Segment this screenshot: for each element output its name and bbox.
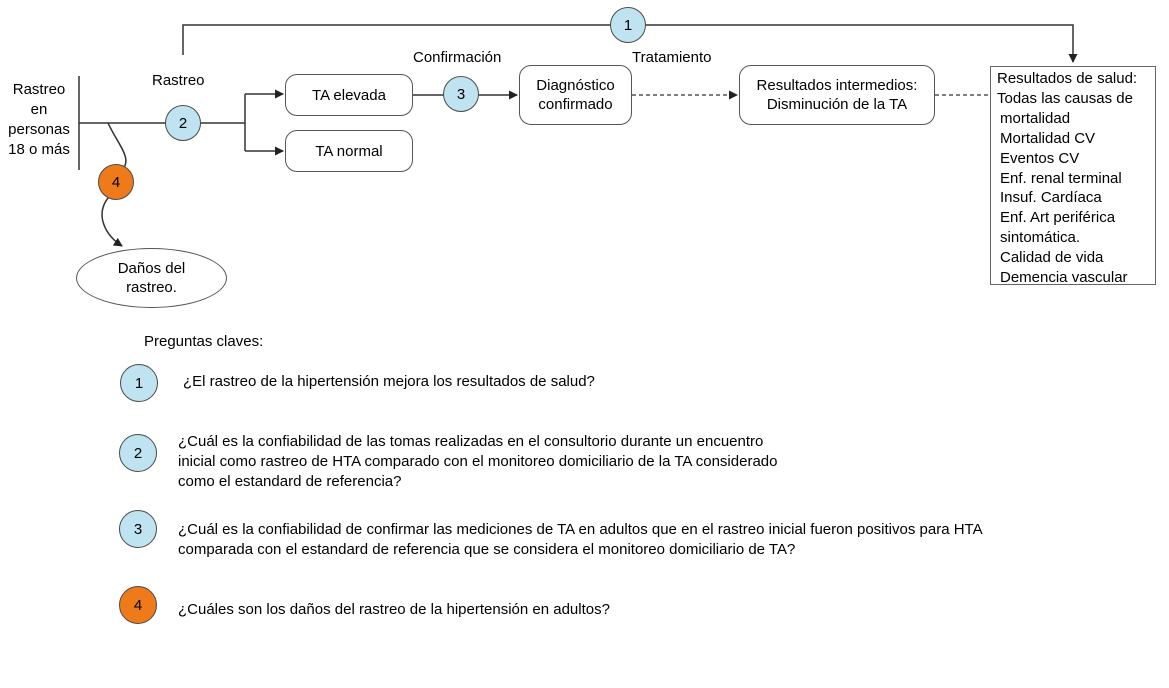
health-outcomes-box bbox=[990, 66, 1156, 285]
kq-badge-4: 4 bbox=[119, 586, 157, 624]
kq1-line: ¿El rastreo de la hipertensión mejora los resultados de salud? bbox=[183, 373, 595, 390]
kq4-line: ¿Cuáles son los daños del rastreo de la hipertensión en adultos? bbox=[178, 601, 610, 618]
badge-kq3: 3 bbox=[443, 76, 479, 112]
outcome-item: Eventos CV bbox=[1000, 149, 1080, 167]
danos-line-2: rastreo. bbox=[126, 279, 177, 296]
node-danos bbox=[76, 248, 227, 308]
danos-line-1: Daños del bbox=[117, 260, 186, 277]
node-ta-elevada: TA elevada bbox=[285, 74, 413, 116]
kq-text-3 bbox=[178, 520, 983, 560]
node-diagnostico bbox=[519, 65, 632, 125]
kq-text-4 bbox=[178, 600, 610, 620]
outcome-item: Calidad de vida bbox=[1000, 249, 1104, 267]
outcome-item: Mortalidad CV bbox=[1000, 129, 1096, 147]
intermedios-line-2: Disminución de la TA bbox=[766, 96, 908, 113]
stage-label-confirmation: Confirmación bbox=[413, 49, 502, 66]
outcome-item: Todas las causas de bbox=[997, 89, 1133, 107]
population-label bbox=[2, 80, 76, 160]
stage-label-treatment: Tratamiento bbox=[632, 49, 712, 66]
stage-label-screening: Rastreo bbox=[152, 72, 205, 89]
population-line-1: Rastreo bbox=[12, 81, 66, 98]
kq-badge-3: 3 bbox=[119, 510, 157, 548]
population-line-4: 18 o más bbox=[8, 141, 70, 158]
badge-kq4: 4 bbox=[98, 164, 134, 200]
harms-arrow bbox=[102, 198, 122, 246]
key-questions-heading: Preguntas claves: bbox=[144, 333, 264, 350]
kq2-line: ¿Cuál es la confiabilidad de las tomas realizadas en el consultorio durante un encuentro bbox=[178, 433, 764, 450]
health-outcomes-title: Resultados de salud: bbox=[997, 70, 1138, 87]
node-intermedios bbox=[739, 65, 935, 125]
kq3-line: comparada con el estandard de referencia que se considera el monitoreo domiciliario de TA? bbox=[178, 541, 796, 558]
outcome-item: Demencia vascular bbox=[1000, 269, 1128, 287]
population-line-3: personas bbox=[8, 121, 70, 138]
outcome-item: Enf. Art periférica bbox=[1000, 209, 1116, 227]
outcome-item: sintomática. bbox=[1000, 229, 1081, 247]
kq-text-1 bbox=[183, 372, 595, 392]
kq-text-2 bbox=[178, 432, 777, 492]
diagnostico-line-2: confirmado bbox=[538, 96, 613, 113]
badge-kq2: 2 bbox=[165, 105, 201, 141]
kq-badge-2: 2 bbox=[119, 434, 157, 472]
outcome-item: Insuf. Cardíaca bbox=[1000, 189, 1102, 207]
badge-kq1: 1 bbox=[610, 7, 646, 43]
kq2-line: inicial como rastreo de HTA comparado con el monitoreo domiciliario de la TA considerado bbox=[178, 453, 778, 470]
node-ta-normal: TA normal bbox=[285, 130, 413, 172]
outcome-item: mortalidad bbox=[1000, 109, 1071, 127]
intermedios-line-1: Resultados intermedios: bbox=[756, 77, 918, 94]
outcome-item: Enf. renal terminal bbox=[1000, 169, 1122, 187]
kq2-line: como el estandard de referencia? bbox=[178, 473, 402, 490]
population-line-2: en bbox=[30, 101, 48, 118]
kq3-line: ¿Cuál es la confiabilidad de confirmar las mediciones de TA en adultos que en el rastreo inicial fueron positivos para HTA bbox=[178, 521, 983, 538]
diagnostico-line-1: Diagnóstico bbox=[536, 77, 615, 94]
kq-badge-1: 1 bbox=[120, 364, 158, 402]
